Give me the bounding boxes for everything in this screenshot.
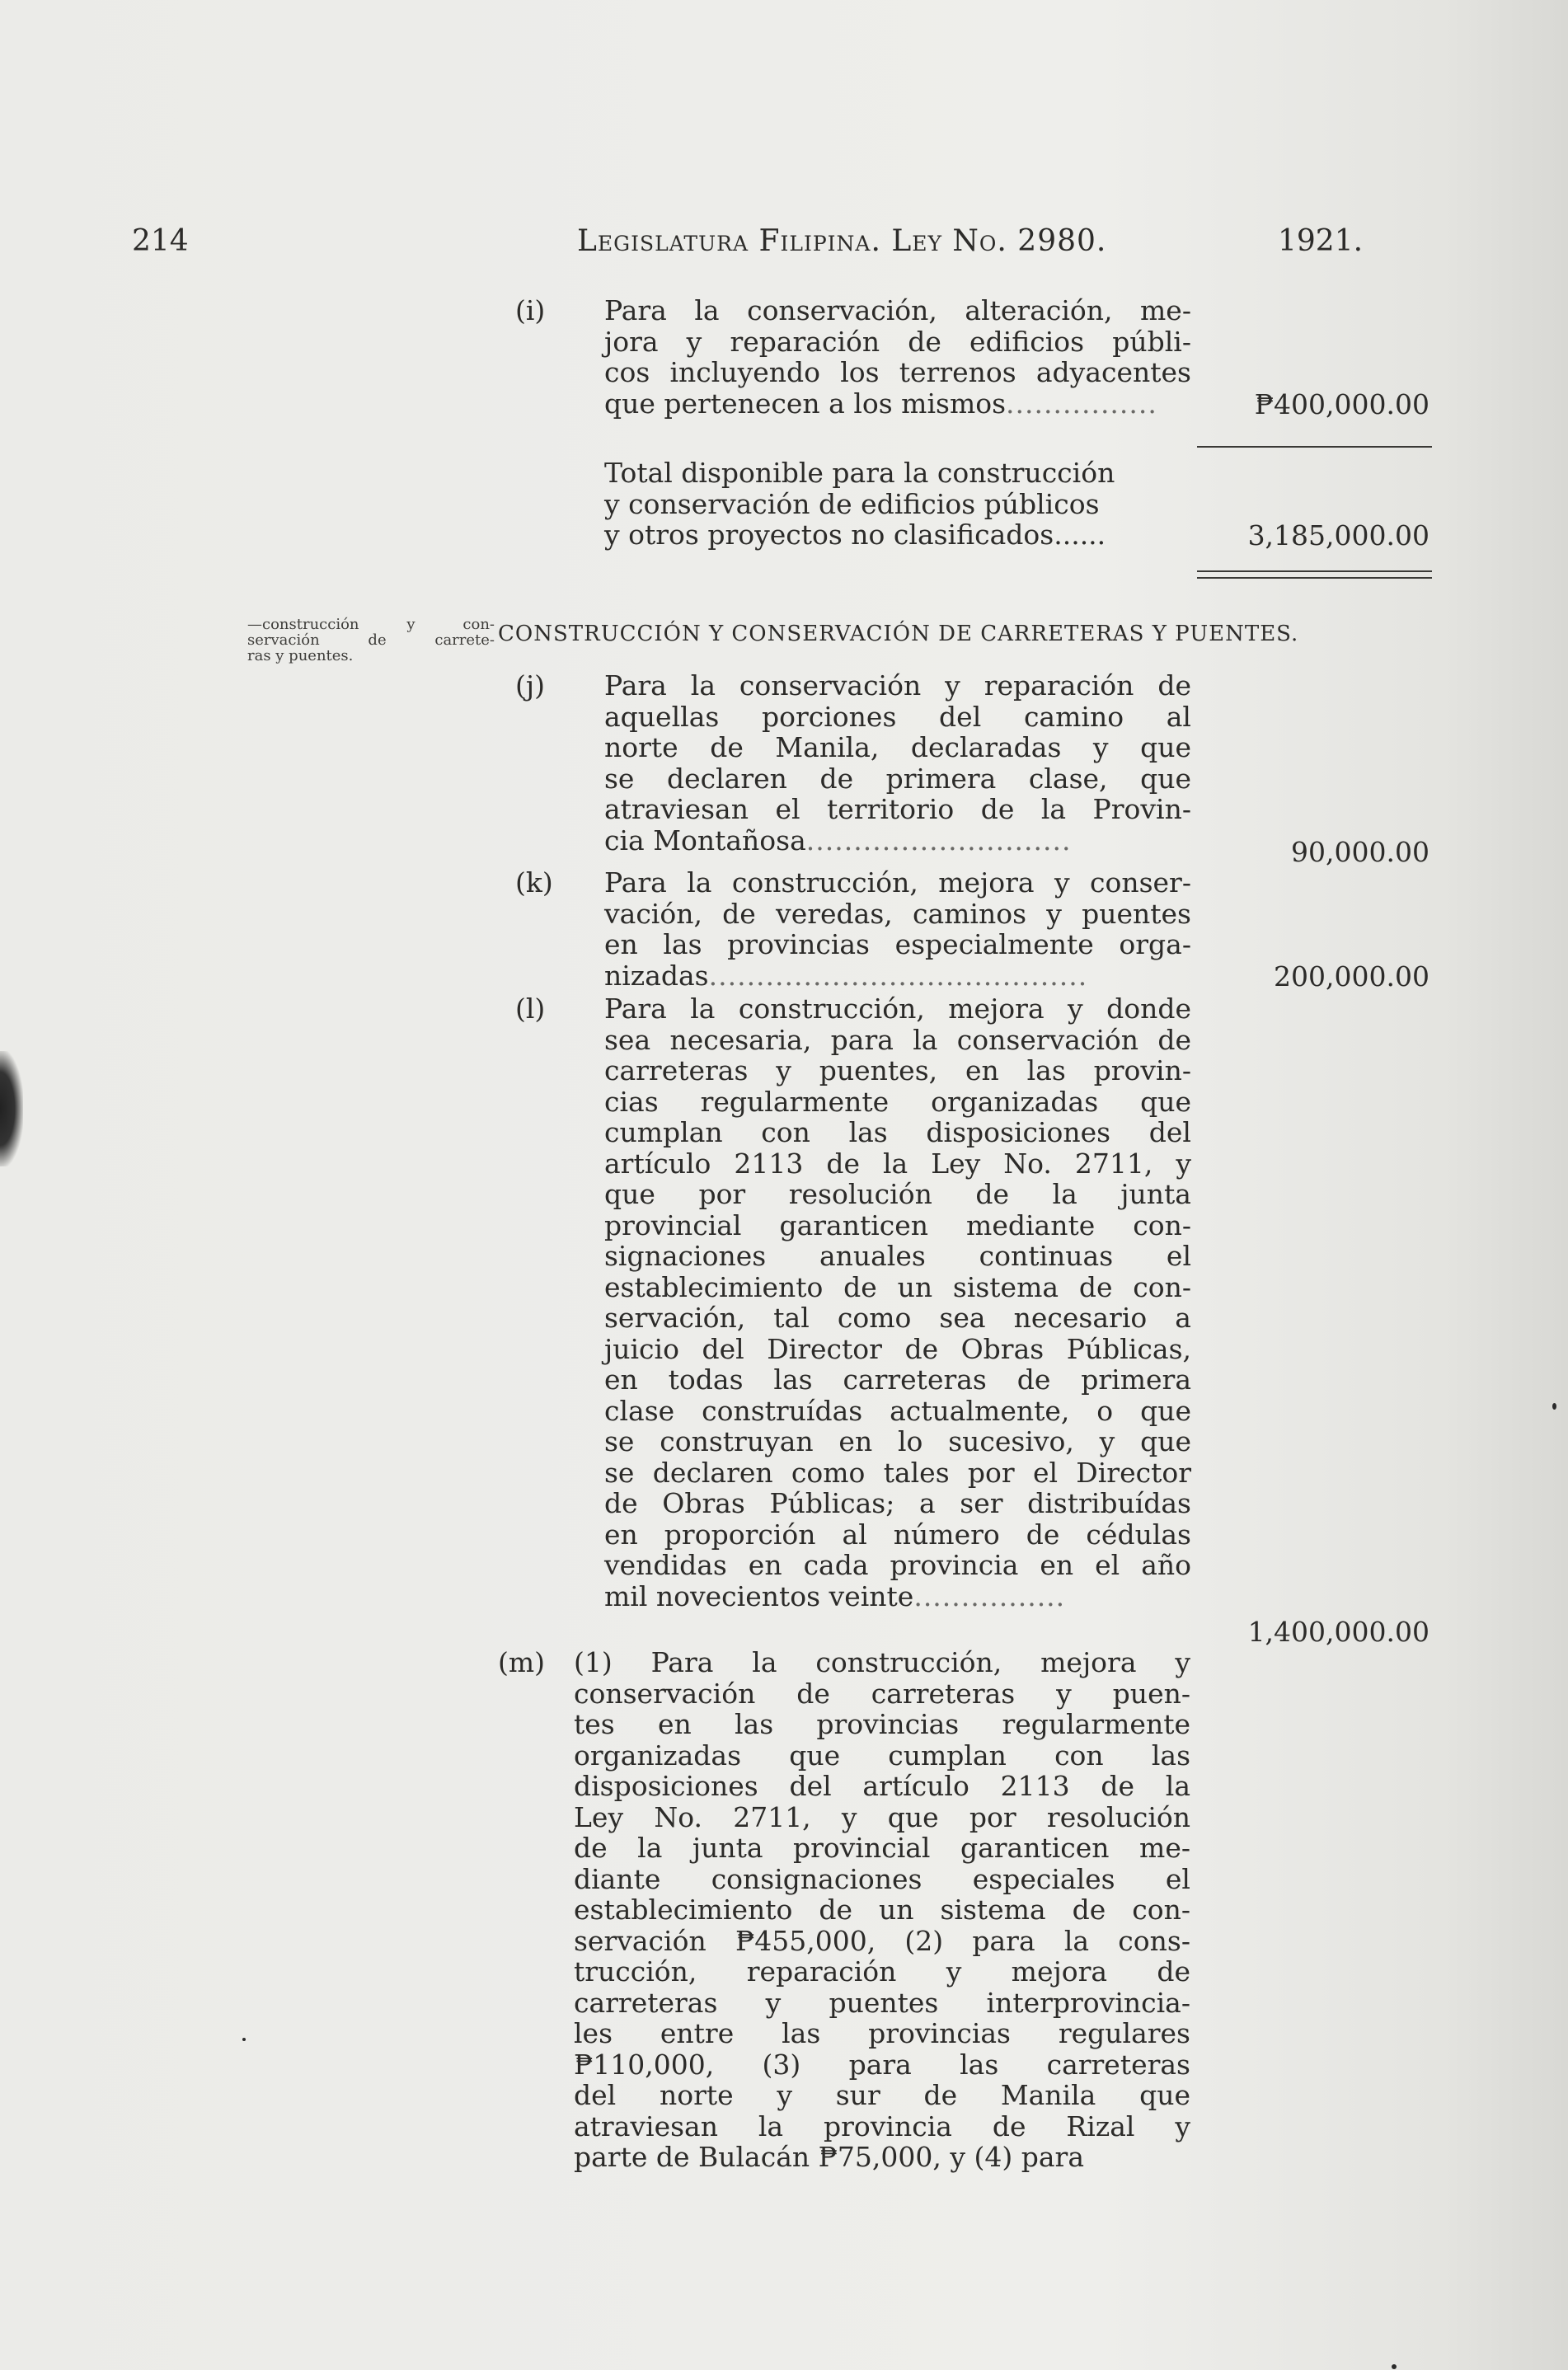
text-line: servación ₱455,000, (2) para la cons- <box>574 1924 1190 1957</box>
text-line: carreteras y puentes, en las provin- <box>604 1054 1191 1086</box>
text-line: servación de carrete- <box>247 631 495 649</box>
text-line: de Obras Públicas; a ser distribuídas <box>604 1487 1191 1519</box>
text-line: vación, de veredas, caminos y puentes <box>604 897 1191 930</box>
text-line: provincial garanticen mediante con- <box>604 1208 1191 1241</box>
text-line: Para la conservación y reparación de <box>604 669 1191 702</box>
text-line: se construyan en lo sucesivo, y que <box>604 1425 1191 1457</box>
page-header <box>132 224 1434 265</box>
text-line: cos incluyendo los terrenos adyacentes <box>604 356 1191 388</box>
text-line: de la junta provincial garanticen me- <box>574 1832 1190 1864</box>
text-line: (1) Para la construcción, mejora y <box>574 1646 1190 1678</box>
text-line: atraviesan la provincia de Rizal y <box>574 2110 1190 2142</box>
text-line: organizadas que cumplan con las <box>574 1739 1190 1772</box>
text-line: Ley No. 2711, y que por resolución <box>574 1800 1190 1833</box>
text-line: signaciones anuales continuas el <box>604 1240 1191 1272</box>
text-line: en proporción al número de cédulas <box>604 1518 1191 1551</box>
item-body <box>515 867 1191 991</box>
text-line: artículo 2113 de la Ley No. 2711, y <box>604 1147 1191 1180</box>
text-line: se declaren de primera clase, que <box>604 762 1191 795</box>
text-line: vendidas en cada provincia en el año <box>604 1549 1191 1581</box>
paper-speck <box>242 2038 246 2041</box>
text-line: clase construídas actualmente, o que <box>604 1394 1191 1427</box>
text-line: atraviesan el territorio de la Provin- <box>604 793 1191 825</box>
text-line: tes en las provincias regularmente <box>574 1708 1190 1740</box>
item-m <box>498 1647 1190 2173</box>
text-line: en las provincias especialmente orga- <box>604 928 1191 960</box>
item-body <box>515 670 1191 856</box>
text-line: nizadas........................................ <box>604 959 1088 992</box>
amount-k: 200,000.00 <box>1274 960 1430 993</box>
item-j <box>515 670 1191 856</box>
item-label: (j) <box>515 669 545 702</box>
section-heading: CONSTRUCCIÓN Y CONSERVACIÓN DE CARRETERAS Y PUENTES. <box>498 622 1299 646</box>
running-title: Legislatura Filipina. Ley No. 2980. <box>577 224 1107 258</box>
text-line: Para la conservación, alteración, me- <box>604 294 1191 326</box>
dot-leader: ................ <box>913 1579 1066 1612</box>
text-line: cias regularmente organizadas que <box>604 1085 1191 1118</box>
text-line: cia Montañosa............................ <box>604 824 1072 856</box>
text-line: cumplan con las disposiciones del <box>604 1116 1191 1148</box>
dot-leader: ...... <box>1054 519 1106 551</box>
paper-speck <box>1552 1403 1556 1410</box>
text-line: carreteras y puentes interprovincia- <box>574 1986 1190 2019</box>
item-i <box>515 295 1191 419</box>
page-number: 214 <box>132 224 189 258</box>
text-line: establecimiento de un sistema de con- <box>604 1270 1191 1303</box>
total-double-rule-top <box>1197 570 1432 572</box>
page-edge-shadow <box>0 1051 23 1166</box>
subtotal-rule <box>1197 446 1432 448</box>
text-line: disposiciones del artículo 2113 de la <box>574 1770 1190 1802</box>
header-year: 1921. <box>1278 224 1364 258</box>
amount-l: 1,400,000.00 <box>1247 1616 1430 1648</box>
total-block <box>604 458 1198 551</box>
text-line: aquellas porciones del camino al <box>604 700 1191 733</box>
text-line: jora y reparación de edificios públi- <box>604 325 1191 358</box>
item-body <box>515 295 1191 419</box>
text-line: Para la construcción, mejora y donde <box>604 993 1191 1025</box>
text-line: juicio del Director de Obras Públicas, <box>604 1332 1191 1365</box>
item-l <box>515 993 1191 1612</box>
text-line: que por resolución de la junta <box>604 1178 1191 1210</box>
text-line: les entre las provincias regulares <box>574 2017 1190 2049</box>
text-line: establecimiento de un sistema de con- <box>574 1894 1190 1926</box>
amount-i: ₱400,000.00 <box>1254 388 1430 420</box>
text-line: mil novecientos veinte................ <box>604 1579 1066 1612</box>
dot-leader: ................ <box>1006 387 1157 420</box>
text-line: y conservación de edificios públicos <box>604 487 1100 520</box>
text-line: ₱110,000, (3) para las carreteras <box>574 2048 1190 2081</box>
item-body <box>515 993 1191 1612</box>
text-line: se declaren como tales por el Director <box>604 1456 1191 1489</box>
item-label: (m) <box>498 1646 546 1678</box>
dot-leader: ............................ <box>805 824 1072 856</box>
dot-leader: ........................................ <box>708 959 1088 992</box>
total-double-rule-bottom <box>1197 577 1432 579</box>
text-line: y otros proyectos no clasificados...... <box>604 519 1106 551</box>
amount-j: 90,000.00 <box>1291 836 1430 868</box>
text-line: sea necesaria, para la conservación de <box>604 1023 1191 1056</box>
text-line: —construcción y con- <box>247 616 495 633</box>
item-k <box>515 867 1191 991</box>
item-body <box>498 1647 1190 2173</box>
item-label: (l) <box>515 993 546 1025</box>
text-line: trucción, reparación y mejora de <box>574 1955 1190 1988</box>
item-label: (k) <box>515 866 553 899</box>
text-line: en todas las carreteras de primera <box>604 1363 1191 1396</box>
amount-total: 3,185,000.00 <box>1247 519 1430 551</box>
text-line: conservación de carreteras y puen- <box>574 1677 1190 1710</box>
text-line: ras y puentes. <box>247 647 354 664</box>
text-line: Total disponible para la construcción <box>604 457 1115 489</box>
text-line: del norte y sur de Manila que <box>574 2079 1190 2111</box>
item-label: (i) <box>515 294 546 326</box>
text-line: que pertenecen a los mismos................ <box>604 387 1157 420</box>
text-line: norte de Manila, declaradas y que <box>604 731 1191 763</box>
text-line: diante consignaciones especiales el <box>574 1862 1190 1895</box>
text-line: parte de Bulacán ₱75,000, y (4) para <box>574 2141 1084 2173</box>
paper-speck <box>1392 2364 1397 2369</box>
margin-note <box>247 617 495 664</box>
text-line: Para la construcción, mejora y conser- <box>604 866 1191 899</box>
text-line: servación, tal como sea necesario a <box>604 1302 1191 1334</box>
